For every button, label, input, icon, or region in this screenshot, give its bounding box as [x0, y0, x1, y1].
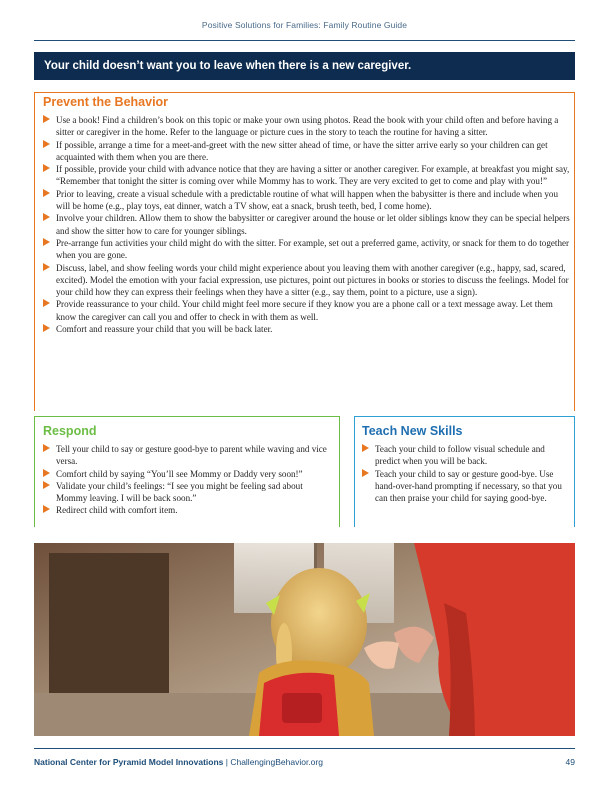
- triangle-bullet-icon: [43, 238, 50, 246]
- list-item: Comfort child by saying “You’ll see Mommy or Daddy very soon!”: [43, 468, 335, 480]
- triangle-bullet-icon: [43, 299, 50, 307]
- triangle-bullet-icon: [43, 505, 50, 513]
- triangle-bullet-icon: [43, 164, 50, 172]
- list-item: Redirect child with comfort item.: [43, 504, 335, 516]
- header-divider: [34, 40, 575, 41]
- teach-section: [354, 416, 575, 527]
- triangle-bullet-icon: [362, 469, 369, 477]
- prevent-section: [34, 92, 575, 411]
- footer-org: National Center for Pyramid Model Innovations: [34, 757, 224, 767]
- triangle-bullet-icon: [43, 189, 50, 197]
- triangle-bullet-icon: [43, 115, 50, 123]
- page-header-title: Positive Solutions for Families: Family Routine Guide: [201, 20, 408, 30]
- list-item: Use a book! Find a children’s book on this topic or make your own using photos. Read the book with your child often and before having a sitter or caregiver in the home. Refer to the language or picture cues in the story to teach the routine for having a sitter.: [43, 114, 571, 139]
- triangle-bullet-icon: [43, 263, 50, 271]
- list-item: Tell your child to say or gesture good-bye to parent while waving and vice versa.: [43, 443, 335, 468]
- triangle-bullet-icon: [43, 469, 50, 477]
- respond-section: [34, 416, 340, 527]
- prevent-heading: Prevent the Behavior: [43, 95, 169, 109]
- footer-separator: |: [223, 757, 231, 767]
- teach-heading: Teach New Skills: [362, 424, 463, 438]
- prevent-list: [43, 114, 571, 335]
- list-item: Discuss, label, and show feeling words your child might experience about you leaving them with another caregiver (e.g., happy, sad, scared, excited). Model the emotion with your facial expression, use pictures, point out pictures in books or stories to discuss the feelings. Model for your child how they can express their feelings when they have a sitter (e.g., say them, point to a picture, use a sign).: [43, 262, 571, 299]
- teach-list: [362, 443, 572, 504]
- page-number: 49: [565, 757, 575, 767]
- respond-list: [43, 443, 335, 517]
- photo-illustration: [34, 543, 575, 736]
- list-item: Teach your child to say or gesture good-bye. Use hand-over-hand prompting if necessary, so that you can then praise your child for saying good-bye.: [362, 468, 572, 505]
- triangle-bullet-icon: [43, 481, 50, 489]
- list-item: If possible, provide your child with advance notice that they are having a sitter or another caregiver. For example, at breakfast you might say, “Remember that tonight the sitter is coming over while Mommy has to work. They are very excited to get to come and play with you!”: [43, 163, 571, 188]
- triangle-bullet-icon: [43, 213, 50, 221]
- list-item: Validate your child’s feelings: “I see you might be feeling sad about Mommy leaving. I will be back soon.”: [43, 480, 335, 505]
- list-item: Provide reassurance to your child. Your child might feel more secure if they know you are a phone call or a text message away. Let them know the caregiver can call you and offer to check in with them as well.: [43, 298, 571, 323]
- topic-banner: Your child doesn’t want you to leave when there is a new caregiver.: [34, 52, 575, 80]
- triangle-bullet-icon: [362, 444, 369, 452]
- list-item: Teach your child to follow visual schedule and predict when you will be back.: [362, 443, 572, 468]
- footer-divider: [34, 748, 575, 749]
- list-item: If possible, arrange a time for a meet-and-greet with the new sitter ahead of time, or have the sitter arrive early so your children can get acquainted with them when you are there.: [43, 139, 571, 164]
- triangle-bullet-icon: [43, 324, 50, 332]
- list-item: Pre-arrange fun activities your child might do with the sitter. For example, set out a preferred game, activity, or snack for them to do together when you are gone.: [43, 237, 571, 262]
- list-item: Comfort and reassure your child that you will be back later.: [43, 323, 571, 335]
- triangle-bullet-icon: [43, 444, 50, 452]
- respond-heading: Respond: [43, 424, 97, 438]
- triangle-bullet-icon: [43, 140, 50, 148]
- child-and-parent-photo: [34, 543, 575, 736]
- list-item: Prior to leaving, create a visual schedule with a predictable routine of what will happen when the babysitter is there and include when you will be home (e.g., play toys, eat dinner, watch a TV show, eat a snack, brush teeth, bed, I come home).: [43, 188, 571, 213]
- list-item: Involve your children. Allow them to show the babysitter or caregiver around the house or let older siblings know they can be special helpers and show the sitter how to care for younger siblings.: [43, 212, 571, 237]
- footer-site[interactable]: ChallengingBehavior.org: [230, 757, 323, 767]
- footer-credit: [34, 757, 323, 767]
